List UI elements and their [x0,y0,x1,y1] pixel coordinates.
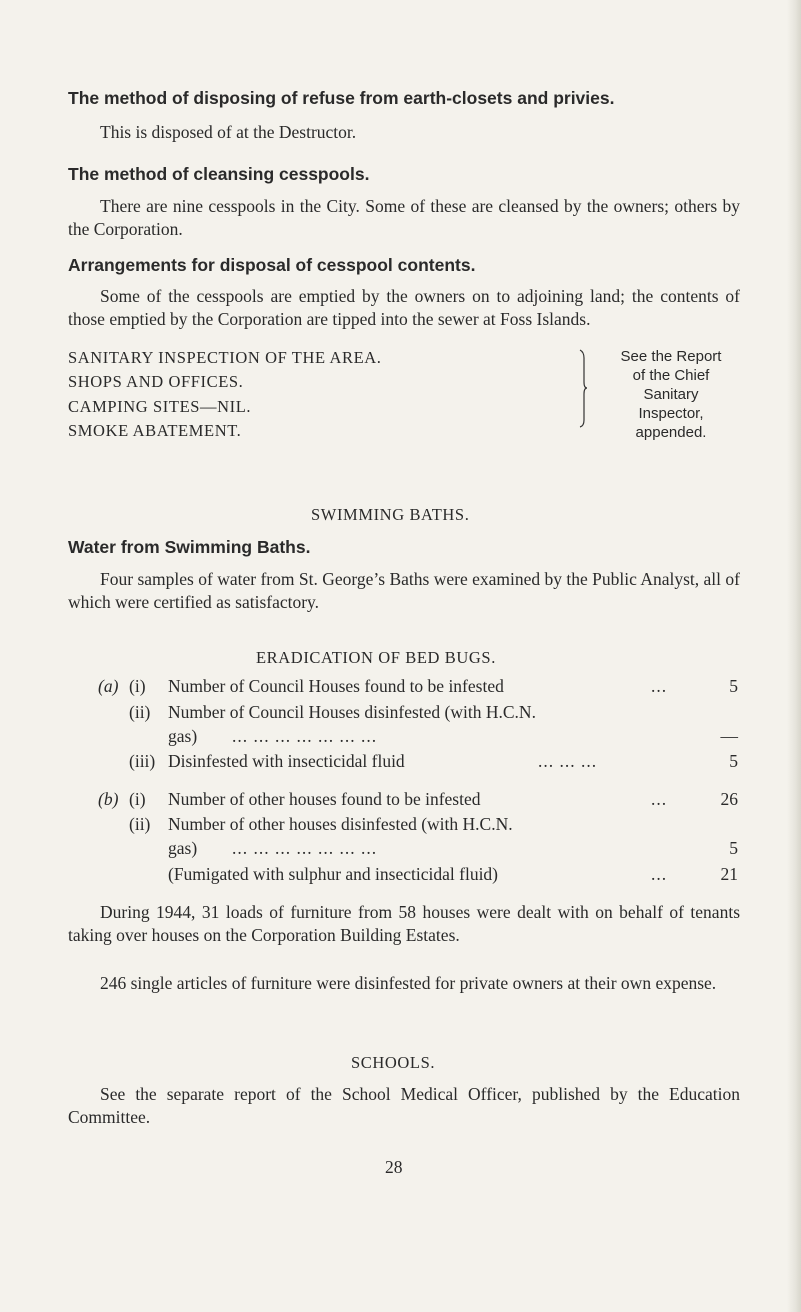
refuse-heading: The method of disposing of refuse from earth-closets and privies. [68,88,615,108]
b-i-leader: ... [651,789,668,809]
b-i-text: Number of other houses found to be infested [168,789,481,809]
a-iii-text: Disinfested with insecticidal fluid [168,751,405,771]
b-ii-value: 5 [729,838,738,858]
a-iii-num: (iii) [129,751,156,771]
b-fumigated-leader: ... [651,864,668,884]
furniture-articles-text: 246 single articles of furniture were disinfested for private owners at their own expense. [100,973,717,993]
a-ii-text: Number of Council Houses disinfested (with H.C.N. [168,702,536,722]
a-ii-num: (ii) [129,702,151,722]
cesspools-text: There are nine cesspools in the City. Some of these are cleansed by the owners; others by the Corporation. [68,196,740,239]
a-i-leader: ... [651,676,668,696]
a-i-num: (i) [129,676,146,696]
b-i-num: (i) [129,789,146,809]
section-b-label: (b) [98,789,119,809]
schools-text: See the separate report of the School Medical Officer, published by the Education Committee. [68,1084,740,1127]
b-ii-text: Number of other houses disinfested (with H.C.N. [168,814,513,834]
brace-icon [578,348,588,428]
sanitary-report-note: See the Report of the Chief Sanitary Inspector, appended. [620,348,722,441]
cesspool-disposal-heading: Arrangements for disposal of cesspool contents. [68,255,476,275]
a-ii-leader: ... ... ... ... ... ... ... [232,726,378,746]
b-ii-num: (ii) [129,814,151,834]
swimming-water-heading: Water from Swimming Baths. [68,537,311,557]
camping-sites-line: CAMPING SITES—NIL. [68,397,252,416]
cesspool-disposal-text: Some of the cesspools are emptied by the owners on to adjoining land; the contents of those emptied by the Corporation are tipped into the sewer at Foss Islands. [68,286,740,329]
b-ii-cont: gas) [168,838,198,858]
a-ii-value: — [720,726,738,746]
b-fumigated-value: 21 [720,864,738,884]
furniture-loads-text: During 1944, 31 loads of furniture from 58 houses were dealt with on behalf of tenants taking over houses on the Corporation Building Estates. [68,902,740,945]
page-number: 28 [385,1157,403,1177]
schools-title: SCHOOLS. [351,1053,436,1072]
bed-bugs-title: ERADICATION OF BED BUGS. [256,648,496,667]
b-fumigated-text: (Fumigated with sulphur and insecticidal fluid) [168,864,499,884]
a-iii-leader: ... ... ... [538,751,598,771]
swimming-baths-title: SWIMMING BATHS. [311,505,470,524]
smoke-abatement-line: SMOKE ABATEMENT. [68,421,242,440]
cesspools-heading: The method of cleansing cesspools. [68,164,370,184]
section-a-label: (a) [98,676,119,696]
refuse-text: This is disposed of at the Destructor. [100,122,357,142]
sanitary-inspection-line: SANITARY INSPECTION OF THE AREA. [68,348,382,367]
b-ii-leader: ... ... ... ... ... ... ... [232,838,378,858]
swimming-text: Four samples of water from St. George’s Baths were examined by the Public Analyst, all of which were certified as satisfactory. [68,569,740,612]
page-edge-shadow [787,0,801,1312]
shops-offices-line: SHOPS AND OFFICES. [68,372,244,391]
a-ii-cont: gas) [168,726,198,746]
a-i-value: 5 [729,676,738,696]
a-i-text: Number of Council Houses found to be infested [168,676,504,696]
b-i-value: 26 [720,789,738,809]
a-iii-value: 5 [729,751,738,771]
